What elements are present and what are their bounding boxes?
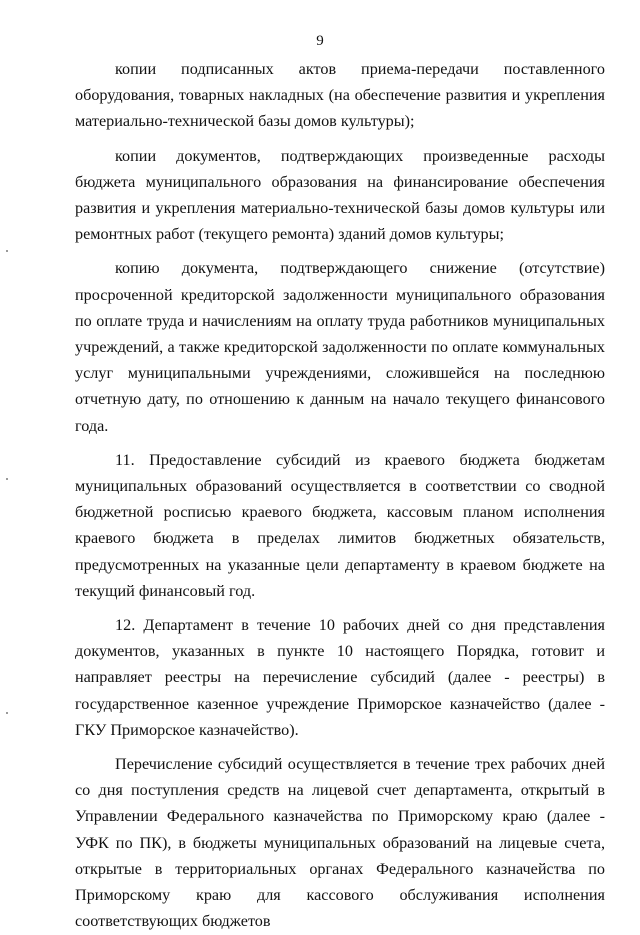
page-number: 9 xyxy=(316,33,324,49)
paragraph-4: 11. Предоставление субсидий из краевого бюджета бюджетам муниципальных образований осуществляется в соответствии со сводной бюджетной росписью краевого бюджета, кассовым планом исполнения краевого бюджета в пределах лимитов бюджетных обязательств, предусмотренных на указанные цели департаменту в краевом бюджете на текущий финансовый год. xyxy=(75,450,605,600)
scan-edge-mark xyxy=(6,478,8,480)
paragraph-1: копии подписанных актов приема-передачи поставленного оборудования, товарных накладных (на обеспечение развития и укрепления материально-технической базы домов культуры); xyxy=(75,60,605,131)
paragraph-2: копии документов, подтверждающих произведенные расходы бюджета муниципального образования на финансирование обеспечения развития и укрепления материально-технической базы домов культуры или ремонтных работ (текущего ремонта) зданий домов культуры; xyxy=(75,146,605,244)
paragraph-3: копию документа, подтверждающего снижение (отсутствие) просроченной кредиторской задолженности муниципального образования по оплате труда и начислениям на оплату труда работников муниципальных учреждений, а также кредиторской задолженности по оплате коммунальных услуг муниципальными учреждениями, сложившейся на последнюю отчетную дату, по отношению к данным на начало текущего финансового года. xyxy=(75,259,605,435)
document-body xyxy=(75,56,605,935)
scan-edge-mark xyxy=(6,250,8,252)
scan-edge-mark xyxy=(6,712,8,714)
paragraph-5: 12. Департамент в течение 10 рабочих дней со дня представления документов, указанных в пункте 10 настоящего Порядка, готовит и направляет реестры на перечисление субсидий (далее - реестры) в государственное казенное учреждение Приморское казначейство (далее - ГКУ Приморское казначейство). xyxy=(75,616,605,739)
paragraph-6: Перечисление субсидий осуществляется в течение трех рабочих дней со дня поступления средств на лицевой счет департамента, открытый в Управлении Федерального казначейства по Приморскому краю (далее - УФК по ПК), в бюджеты муниципальных образований на лицевые счета, открытые в территориальных органах Федерального казначейства по Приморскому краю для кассового обслуживания исполнения соответствующих бюджетов xyxy=(75,755,605,931)
